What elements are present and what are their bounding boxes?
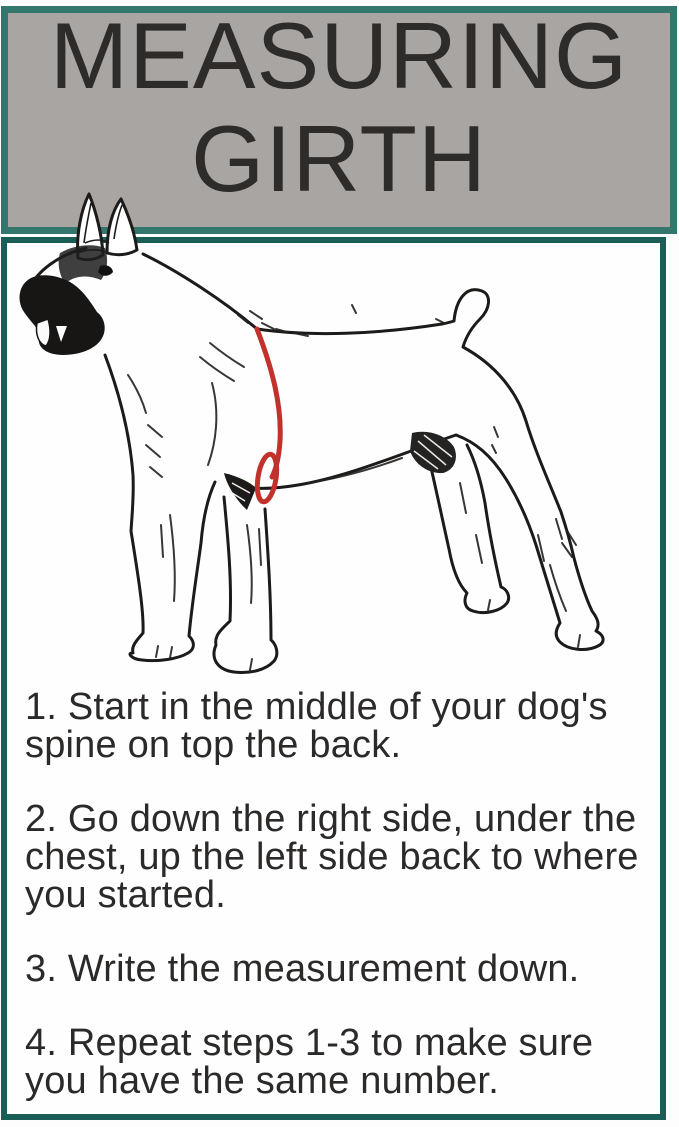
- instruction-step-3: [25, 950, 657, 988]
- instruction-line: 1. Start in the middle of your dog's: [25, 686, 608, 728]
- title-line-1: MEASURING: [49, 3, 629, 108]
- instruction-line: 3. Write the measurement down.: [25, 948, 580, 990]
- instruction-step-1: [25, 688, 657, 764]
- instruction-line: you have the same number.: [25, 1060, 499, 1102]
- instruction-line: spine on top the back.: [25, 724, 402, 766]
- dog-illustration: [10, 183, 660, 693]
- instruction-line: 4. Repeat steps 1-3 to make sure: [25, 1022, 594, 1064]
- instruction-step-2: [25, 800, 657, 914]
- instructions-list: [25, 688, 657, 1100]
- dog-outline: [30, 248, 603, 673]
- instruction-line: chest, up the left side back to where: [25, 836, 639, 878]
- title-line-2: GIRTH: [191, 106, 487, 211]
- girth-tape-line: [254, 329, 280, 503]
- page-title: [8, 4, 670, 210]
- dog-tongue: [36, 319, 50, 346]
- dog-head-shading: [20, 240, 113, 355]
- instruction-line: you started.: [25, 874, 226, 916]
- instruction-line: 2. Go down the right side, under the: [25, 798, 637, 840]
- instruction-step-4: [25, 1024, 657, 1100]
